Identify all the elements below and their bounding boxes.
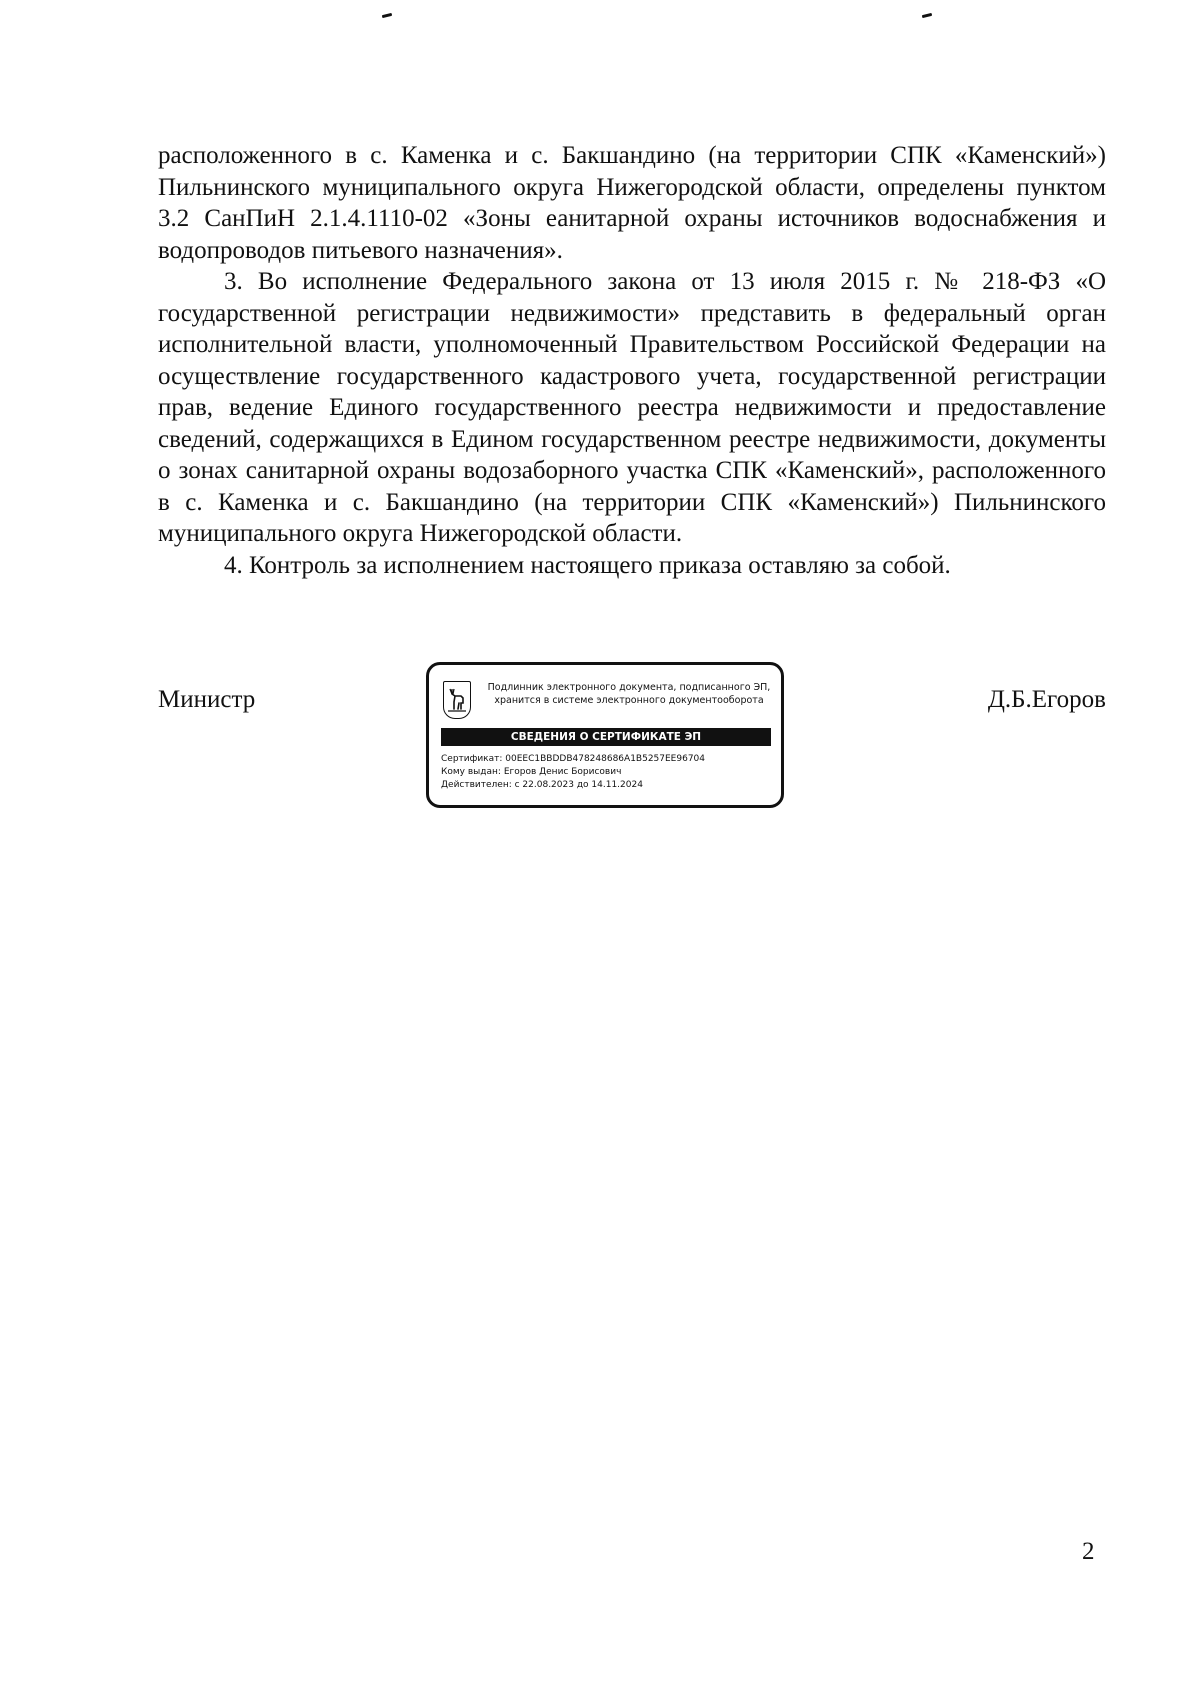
stamp-details (441, 753, 705, 792)
stamp-header-line: хранится в системе электронного документооборота (494, 695, 764, 706)
document-body (158, 140, 1106, 581)
page-number: 2 (1082, 1538, 1095, 1565)
certificate-value: 00EEC1BBDDB478248686A1B5257EE96704 (505, 754, 705, 764)
issued-to-value: Егоров Денис Борисович (503, 767, 622, 777)
issued-to-row (441, 766, 705, 779)
scan-mark (382, 13, 392, 18)
validity-value: с 22.08.2023 до 14.11.2024 (514, 780, 643, 790)
signatory-name: Д.Б.Егоров (987, 686, 1106, 713)
certificate-row (441, 753, 705, 766)
signature-block (158, 660, 1106, 820)
nizhny-novgorod-deer-emblem-icon (443, 681, 471, 719)
electronic-signature-stamp (426, 662, 784, 808)
stamp-title-bar: СВЕДЕНИЯ О СЕРТИФИКАТЕ ЭП (441, 728, 771, 746)
scan-mark (922, 13, 932, 18)
paragraph-item-4: 4. Контроль за исполнением настоящего приказа оставляю за собой. (224, 551, 951, 579)
paragraph-continuation: расположенного в с. Каменка и с. Бакшандино (на территории СПК «Каменский») Пильнинского муниципального округа Нижегородской области, определены пунктом 3.2 СанПиН 2.1.4.1110-02 «Зоны еанитарной охраны источников водоснабжения и водопроводов питьевого назначения». (158, 142, 1106, 264)
stamp-header-line: Подлинник электронного документа, подписанного ЭП, (487, 682, 771, 693)
paragraph-item-3: 3. Во исполнение Федерального закона от 13 июля 2015 г. № 218-ФЗ «О государственной регистрации недвижимости» представить в федеральный орган исполнительной власти, уполномоченный Правительством Российской Федерации на осуществление государственного кадастрового учета, государственной регистрации прав, ведение Единого государственного реестра недвижимости и предоставление сведений, содержащихся в Едином государственном реестре недвижимости, документы о зонах санитарной охраны водозаборного участка СПК «Каменский», расположенного в с. Каменка и с. Бакшандино (на территории СПК «Каменский») Пильнинского муниципального округа Нижегородской области. (158, 268, 1106, 547)
validity-row (441, 779, 705, 792)
signatory-title: Министр (158, 686, 256, 713)
certificate-label: Сертификат: (441, 754, 503, 764)
stamp-header (479, 681, 779, 707)
validity-label: Действителен: (441, 780, 512, 790)
issued-to-label: Кому выдан: (441, 767, 501, 777)
